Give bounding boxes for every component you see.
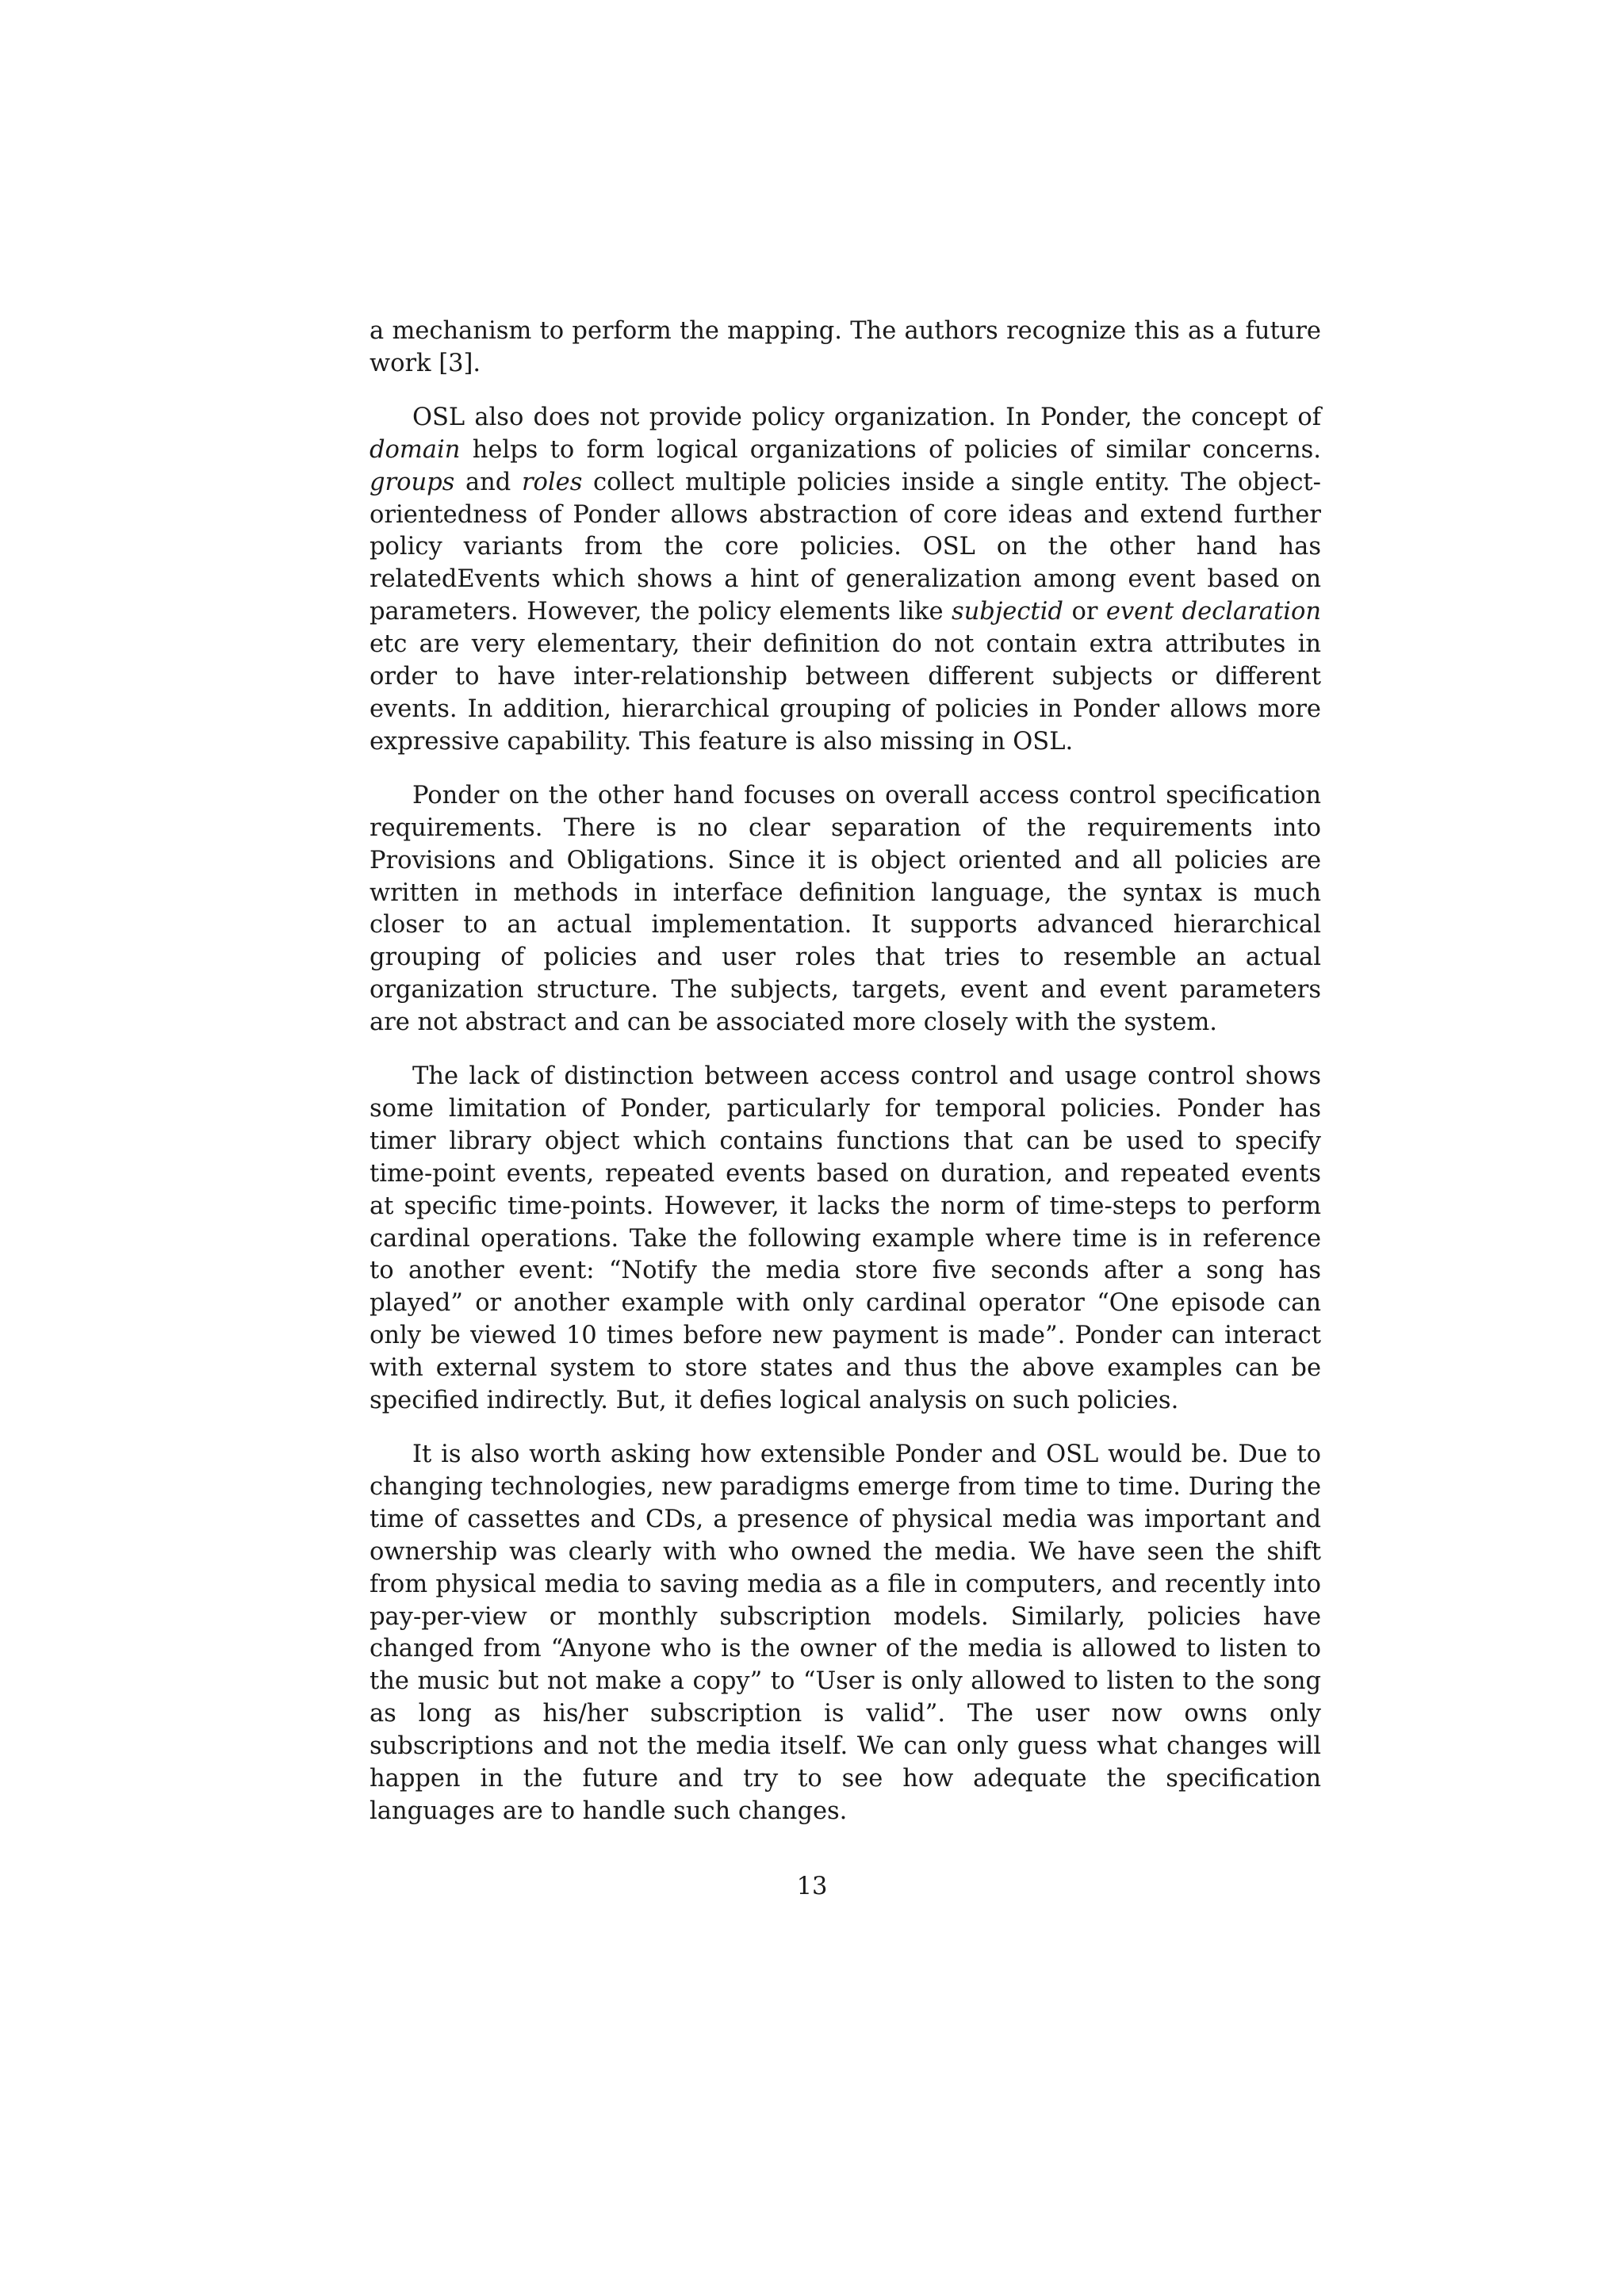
text-segment: OSL also does not provide policy organization. In Ponder, the concept of <box>412 403 1321 431</box>
paragraph-5 <box>370 1439 1321 1828</box>
paragraph-4 <box>370 1061 1321 1418</box>
paragraph-1 <box>370 316 1321 381</box>
paragraph-3 <box>370 780 1321 1039</box>
paragraph-2 <box>370 402 1321 759</box>
italic-term: event declaration <box>1105 598 1321 626</box>
text-segment: and <box>454 468 522 496</box>
text-segment: The lack of distinction between access control and usage control shows some limitation of Ponder, particularly for temporal policies. Ponder has timer library object which contains functions that can be used to specify time-point events, repeated events based on duration, and repeated events at specific time-points. However, it lacks the norm of time-steps to perform cardinal operations. Take the following example where time is in reference to another event: “Notify the media store five seconds after a song has played” or another example with only cardinal operator “One episode can only be viewed 10 times before new payment is made”. Ponder can interact with external system to store states and thus the above examples can be specified indirectly. But, it defies logical analysis on such policies. <box>370 1062 1321 1415</box>
body-text <box>370 316 1321 1850</box>
text-segment: etc are very elementary, their definition do not contain extra attributes in order to have inter-relationship between different subjects or different events. In addition, hierarchical grouping of policies in Ponder allows more expressive capability. This feature is also missing in OSL. <box>370 630 1321 756</box>
italic-term: groups <box>370 468 455 496</box>
text-segment: helps to form logical organizations of policies of similar concerns. <box>460 435 1321 464</box>
text-segment: Ponder on the other hand focuses on overall access control specification requirements. There is no clear separation of the requirements into Provisions and Obligations. Since it is object oriented and all policies are written in methods in interface definition language, the syntax is much closer to an actual implementation. It supports advanced hierarchical grouping of policies and user roles that tries to resemble an actual organization structure. The subjects, targets, event and event parameters are not abstract and can be associated more closely with the system. <box>370 781 1321 1037</box>
text-segment: It is also worth asking how extensible Ponder and OSL would be. Due to changing technologies, new paradigms emerge from time to time. During the time of cassettes and CDs, a presence of physical media was important and ownership was clearly with who owned the media. We have seen the shift from physical media to saving media as a file in computers, and recently into pay-per-view or monthly subscription models. Similarly, policies have changed from “Anyone who is the owner of the media is allowed to listen to the music but not make a copy” to “User is only allowed to listen to the song as long as his/her subscription is valid”. The user now owns only subscriptions and not the media itself. We can only guess what changes will happen in the future and try to see how adequate the specification languages are to handle such changes. <box>370 1441 1321 1825</box>
page-number: 13 <box>796 1873 828 1900</box>
italic-term: roles <box>521 468 583 496</box>
text-segment: collect multiple policies inside a single entity. The object-orientedness of Ponder allows abstraction of core ideas and extend further policy variants from the core policies. OSL on the other hand has relatedEvents which shows a hint of generalization among event based on parameters. However, the policy elements like <box>370 468 1321 626</box>
italic-term: subjectid <box>952 598 1063 626</box>
italic-term: domain <box>370 435 461 464</box>
text-segment: a mechanism to perform the mapping. The authors recognize this as a future work [3]. <box>370 317 1321 377</box>
text-segment: or <box>1063 598 1106 626</box>
